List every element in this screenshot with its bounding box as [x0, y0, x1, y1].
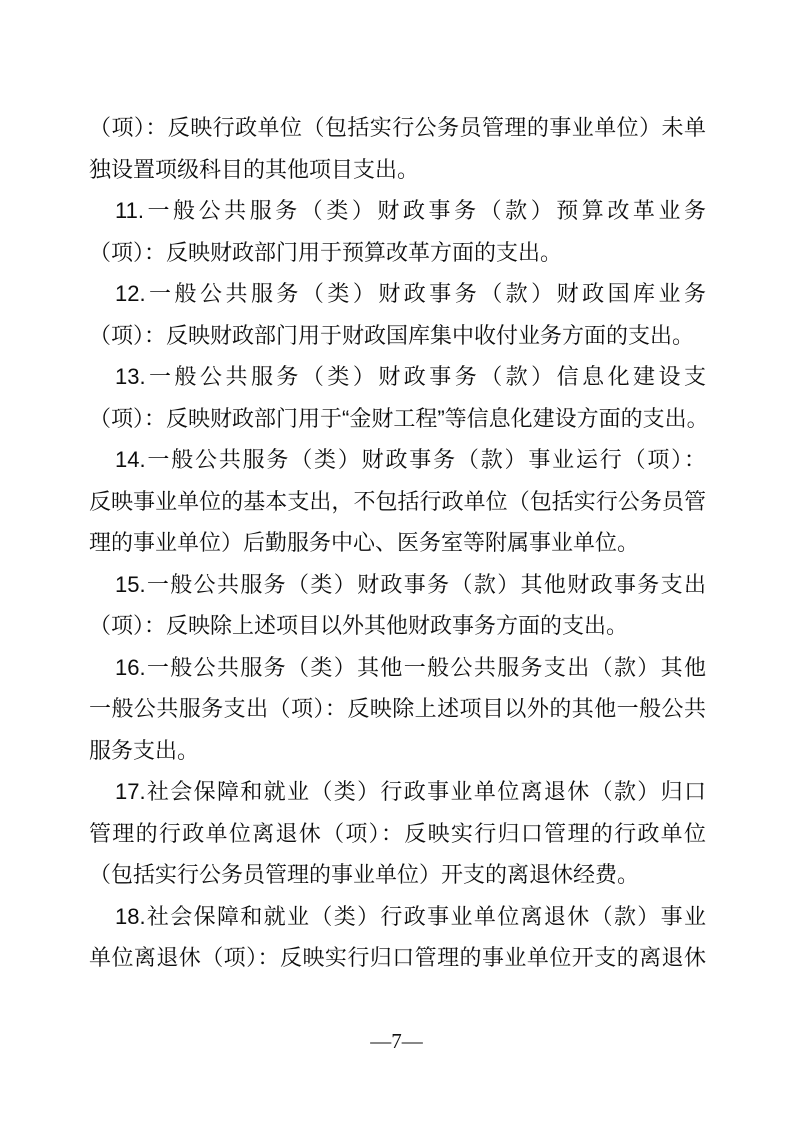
text-line: （项）：反映财政部门用于财政国库集中收付业务方面的支出。 — [89, 322, 695, 348]
text-line: 18.社会保障和就业（类）行政事业单位离退休（款）事业 — [115, 903, 706, 929]
text-line: （项）：反映行政单位（包括实行公务员管理的事业单位）未单 — [89, 115, 706, 140]
text-line: （项）：反映除上述项目以外其他财政事务方面的支出。 — [89, 613, 629, 638]
text-line: 17.社会保障和就业（类）行政事业单位离退休（款）归口 — [115, 779, 706, 804]
page-number: —7— — [370, 1029, 423, 1053]
text-line: 反映事业单位的基本支出，不包括行政单位（包括实行公务员管 — [89, 488, 706, 514]
text-line: 16.一般公共服务（类）其他一般公共服务支出（款）其他 — [115, 654, 706, 680]
text-line: 14.一般公共服务（类）财政事务（款）事业运行（项）： — [115, 447, 706, 472]
text-line: 服务支出。 — [89, 737, 200, 763]
text-line: 管理的行政单位离退休（项）：反映实行归口管理的行政单位 — [89, 820, 706, 846]
document-body — [89, 107, 709, 979]
text-line: 单位离退休（项）：反映实行归口管理的事业单位开支的离退休 — [89, 945, 706, 970]
text-line: （项）：反映财政部门用于“金财工程”等信息化建设方面的支出。 — [89, 405, 709, 431]
text-line: 11.一般公共服务（类）财政事务（款）预算改革业务 — [115, 198, 706, 223]
text-line: 独设置项级科目的其他项目支出。 — [89, 156, 420, 182]
text-line: 12.一般公共服务（类）财政事务（款）财政国库业务 — [115, 281, 706, 306]
text-line: （包括实行公务员管理的事业单位）开支的离退休经费。 — [89, 862, 640, 887]
text-line: 15.一般公共服务（类）财政事务（款）其他财政事务支出 — [115, 571, 706, 597]
text-line: 理的事业单位）后勤服务中心、医务室等附属事业单位。 — [89, 530, 640, 555]
text-line: 一般公共服务支出（项）：反映除上述项目以外的其他一般公共 — [89, 696, 706, 721]
text-line: 13.一般公共服务（类）财政事务（款）信息化建设支 — [115, 364, 706, 389]
text-line: （项）：反映财政部门用于预算改革方面的支出。 — [89, 239, 563, 265]
